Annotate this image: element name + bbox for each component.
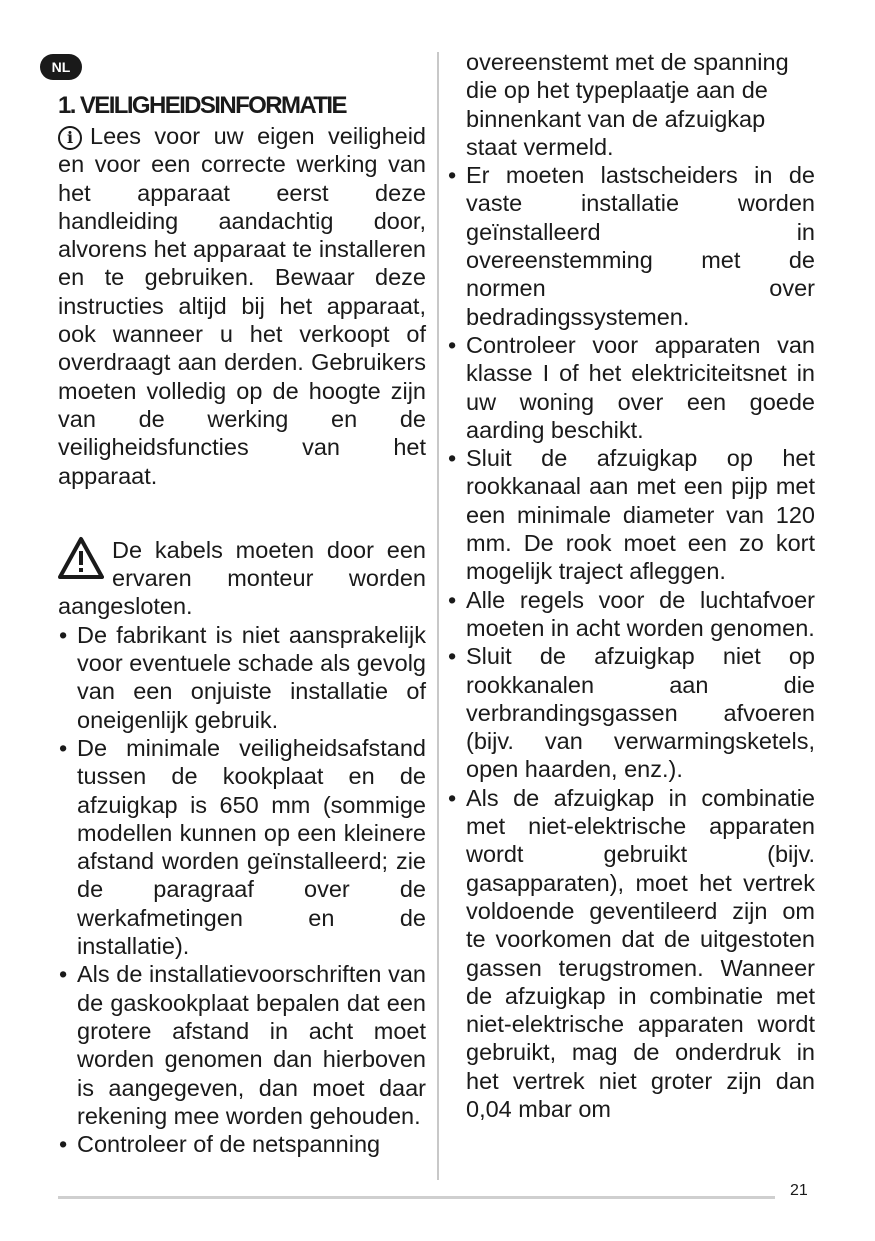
warning-block [58,536,426,621]
footer-rule [58,1196,775,1199]
intro-block [58,122,426,490]
left-column [58,48,426,1158]
list-item: • Als de afzuigkap in combinatie met niet-elektrische apparaten wordt gebruikt (bijv. gasapparaten), moet het vertrek voldoende geventileerd zijn om te voorkomen dat de uitgestoten gassen terugstromen. Wanneer de afzuigkap in combinatie met niet-elektrische apparaten wordt gebruikt, mag de onderdruk in het vertrek niet groter zijn dan 0,04 mbar om [447,784,815,1124]
list-item: • Controleer voor apparaten van klasse I of het elektriciteitsnet in uw woning over een goede aarding beschikt. [447,331,815,444]
info-icon: i [58,126,82,150]
continuation-text: overeenstemt met de spanning die op het typeplaatje aan de binnenkant van de afzuigkap staat vermeld. [466,49,789,160]
list-item: • De fabrikant is niet aansprakelijk voor eventuele schade als gevolg van een onjuiste installatie of oneigenlijk gebruik. [58,621,426,734]
column-divider [437,52,439,1180]
list-item: • Er moeten lastscheiders in de vaste installatie worden geïnstalleerd in overeenstemming met de normen over bedradingssystemen. [447,161,815,331]
list-item: • Alle regels voor de luchtafvoer moeten in acht worden genomen. [447,586,815,643]
list-item: • De minimale veiligheidsafstand tussen de kookplaat en de afzuigkap is 650 mm (sommige modellen kunnen op een kleinere afstand worden geïnstalleerd; zie de paragraaf over de werkafmetingen en de installatie). [58,734,426,960]
warning-text: De kabels moeten door een ervaren monteur worden aangesloten. [58,536,426,620]
left-bullet-list [58,621,426,1159]
warning-triangle-icon [58,536,104,580]
list-item: • Als de installatievoorschriften van de gaskookplaat bepalen dat een grotere afstand in acht moet worden genomen dan hierboven is aangegeven, dan moet daar rekening mee worden gehouden. [58,960,426,1130]
page-number: 21 [790,1182,808,1199]
section-title: 1. VEILIGHEIDSINFORMATIE [58,92,346,119]
list-item: • Controleer of de netspanning [58,1130,426,1158]
list-item: • Sluit de afzuigkap op het rookkanaal aan met een pijp met een minimale diameter van 120 mm. De rook moet een zo kort mogelijk traject afleggen. [447,444,815,585]
intro-text: Lees voor uw eigen veiligheid en voor een correcte werking van het apparaat eerst deze handleiding aandachtig door, alvorens het apparaat te installeren en te gebruiken. Bewaar deze instructies altijd bij het apparaat, ook wanneer u het verkoopt of overdraagt aan derden. Gebruikers moeten volledig op de hoogte zijn van de werking en de veiligheidsfuncties van het apparaat. [58,123,426,489]
right-bullet-list [447,161,815,1123]
list-item: • Sluit de afzuigkap niet op rookkanalen aan die verbrandingsgassen afvoeren (bijv. van verwarmingsketels, open haarden, enz.). [447,642,815,783]
right-column [466,48,815,1123]
language-badge: NL [40,54,82,80]
